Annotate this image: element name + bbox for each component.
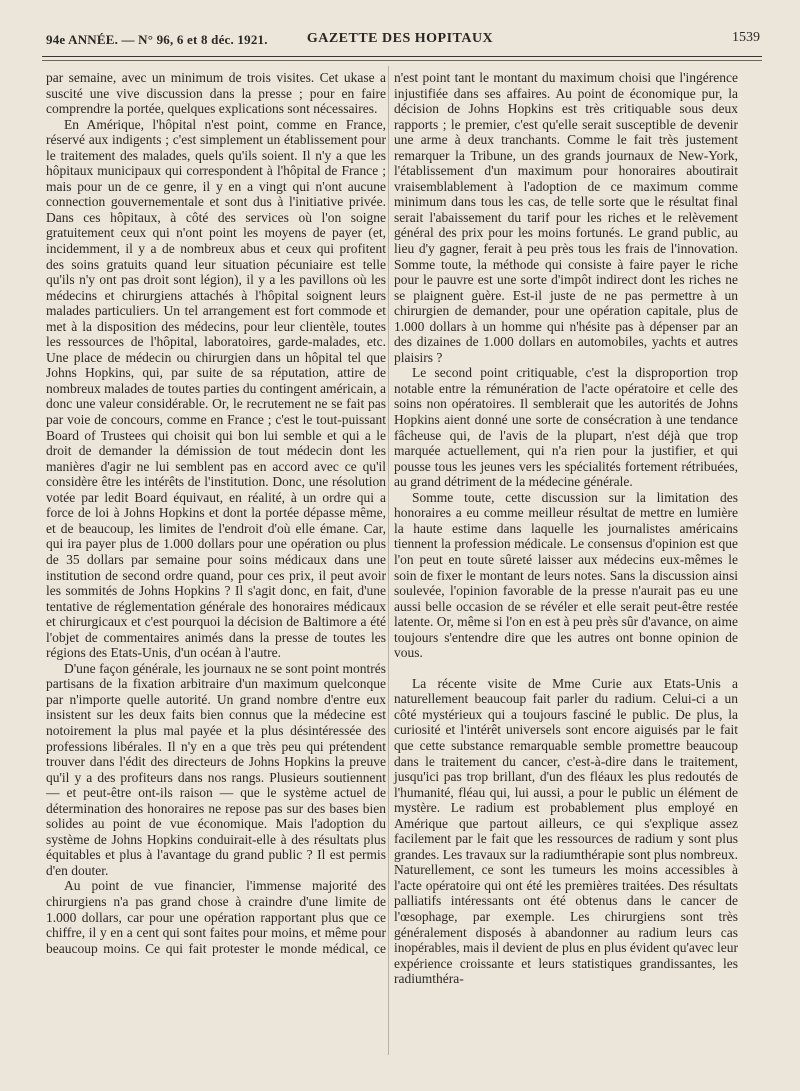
header-rule-thin bbox=[42, 60, 762, 61]
paragraph: En Amérique, l'hôpital n'est point, comme en France, réservé aux indigents ; c'est simplement un établissement pour le traitement des malades, quels qu'ils soient. Il n'y a que les hôpitaux municipaux qui correspondent à l'hôpital de France ; mais pour un de ce genre, il y en a vingt qui n'ont aucune connection gouvernementale et sont dus à l'initiative privée. Dans ces hôpitaux, à côté des services où l'on soigne gratuitement ceux qui n'ont point les moyens de payer (et, incidemment, il y a de nombreux abus et ceux qui profitent des soins gratuits quand leur situation pécuniaire est telle qu'ils n'y ont pas droit sont légion), il y a les pavillons où les médecins et chirurgiens attachés à l'hôpital soignent leurs malades particuliers. Un tel arrangement est fort commode et met à la disposition des médecins, pour leur clientèle, toutes les ressources de l'hôpital, laboratoires, garde-malades, etc. Une place de médecin ou chirurgien dans un hôpital tel que Johns Hopkins, qui, par suite de sa réputation, attire de nombreux malades de toutes parties du contingent américain, a donc une valeur considérable. Or, le recrutement ne se fait pas par voie de concours, comme en France ; c'est le tout-puissant Board of Trustees qui choisit qui bon lui semble et qui a le droit de demander la démission de tout médecin dont les manières d'agir ne lui semblent pas en accord avec ce qu'il considère être les intérêts de l'institution. Donc, une résolution votée par ledit Board équivaut, en réalité, à un ordre qui a force de loi à Johns Hopkins et dont la portée dépasse même, et de beaucoup, les limites de l'endroit d'où elle émane. Car, qui ira payer plus de 1.000 dollars pour une opération ou plus de 35 dollars par semaine pour soins médicaux dans une institution de second ordre quand, pour ces prix, il peut avoir les sommités de Johns Hopkins ? Il s'agit donc, en fait, d'une tentative de réglementation générale des honoraires médicaux et chirurgicaux et c'est pourquoi la décision de Baltimore a été l'objet de commentaires animés dans la presse de toutes les régions des Etats-Unis, d'un océan à l'autre. bbox=[46, 116, 387, 661]
page-header bbox=[40, 26, 760, 52]
paragraph: La récente visite de Mme Curie aux Etats-Unis a naturellement beaucoup fait parler du radium. Celui-ci a un côté mystérieux qui a toujours fasciné le public. De plus, la curiosité et l'intérêt universels sont encore aiguisés par le fait que cette substance remarquable semble promettre beaucoup dans le traitement du cancer, c'est-à-dire dans le traitement, jusqu'ici pas trop brillant, d'un des fléaux les plus redoutés de l'humanité, fléau qui, lui aussi, a pour le public un élément de mystère. Le radium est probablement plus employé en Amérique que partout ailleurs, ce qui s'explique assez facilement par le fait que les ressources de radium y sont plus grandes. Les travaux sur la radiumthérapie sont plus nombreux. Naturellement, ce sont les tumeurs les moins accessibles à l'acte opératoire qui ont été les premières traitées. Des résultats palliatifs intéressants ont été obtenus dans le cancer de l'œsophage, par exemple. Les chirurgiens sont très généralement disposés à abandonner au radium leurs cas inopérables, mais il devient de plus en plus évident qu'avec leur expérience croissante et leurs statistiques grandissantes, les radiumthéra- bbox=[394, 675, 738, 987]
paragraph: Au point de vue financier, l'immense majorité des chirurgiens n'a pas grand chose à craindre d'une limite de 1.000 dollars, car pour une opération rapportant plus que ce chiffre, il y en a cent qui sont faites pour moins, et même pour beaucoup moins. Ce qui fait protester le monde médical, ce bbox=[46, 878, 386, 956]
page-number: 1539 bbox=[732, 30, 760, 45]
paragraph: D'une façon générale, les journaux ne se sont point montrés partisans de la fixation arbitraire d'un maximum quelconque par n'importe quelle autorité. Un grand nombre d'entre eux insistent sur les deux faits bien connus que la médecine est notoirement la plus mal payée et la plus désintéressée des professions libérales. Il n'y en a que très peu qui prétendent trouver dans l'édit des directeurs de Johns Hopkins la preuve qu'il y a des profiteurs dans nos rangs. Plusieurs soutiennent — et peut-être ont-ils raison — que le système actuel de détermination des honoraires ne repose pas sur des bases bien solides au point de vue économique. Mais l'adoption du système de Johns Hopkins conduirait-elle à des résultats plus équitables et plus à l'avantage du grand public ? Il est permis d'en douter. bbox=[46, 660, 386, 878]
paragraph: par semaine, avec un minimum de trois visites. Cet ukase a suscité une vive discussion dans la presse ; pour en faire comprendre la portée, quelques explications sont nécessaires. bbox=[46, 70, 386, 117]
issue-info: 94e ANNÉE. — N° 96, 6 et 8 déc. 1921. bbox=[46, 32, 268, 47]
header-rule bbox=[42, 56, 762, 57]
right-column bbox=[394, 70, 738, 987]
publication-title: GAZETTE DES HOPITAUX bbox=[306, 31, 494, 46]
left-column bbox=[46, 70, 386, 956]
paragraph: Somme toute, cette discussion sur la limitation des honoraires a eu comme meilleur résultat de mettre en lumière la haute estime dans laquelle les journalistes américains tiennent la profession médicale. Le consensus d'opinion est que l'on peut en toute sûreté laisser aux médecins eux-mêmes le soin de fixer le montant de leurs notes. Sans la discussion ainsi soulevée, l'opinion favorable de la presse n'aurait pas eu une aussi belle occasion de se révéler et elle serait peut-être restée latente. Or, même si l'on en est à peu près sûr d'avance, on aime toujours s'entendre dire que les autres ont bonne opinion de vous. bbox=[394, 489, 738, 661]
paragraph: Le second point critiquable, c'est la disproportion trop notable entre la rémunération de l'acte opératoire et celle des soins non opératoires. Il semblerait que les autorités de Johns Hopkins aient donné une sorte de consécration à une tendance fâcheuse qui, de l'avis de la plupart, n'est déjà que trop marquée actuellement, qui n'a rien pour la justifier, et qui pousse tous les jeunes vers les spécialités fortement rétribuées, au grand détriment de la médecine générale. bbox=[394, 365, 738, 490]
column-divider bbox=[388, 66, 389, 1055]
paragraph: n'est point tant le montant du maximum choisi que l'ingérence injustifiée dans ses affaires. Au point de économique pur, la décision de Johns Hopkins est très critiquable sous deux rapports ; le premier, c'est qu'elle serait susceptible de devenir une arme à deux tranchants. Comme le fait très justement remarquer la Tribune, un des grands journaux de New-York, l'établissement d'un maximum pour honoraires aboutirait vraisemblablement à l'adoption de ce maximum comme minimum dans tous les cas, de telle sorte que le résultat final serait l'abaissement du tarif pour les riches et le relèvement général des prix pour les moins fortunés. Le grand public, au lieu d'y gagner, ferait à peu près tous les frais de l'innovation. Somme toute, la méthode qui consiste à faire payer le riche pour le pauvre est une sorte d'impôt indirect dont les riches ne se plaignent guère. Est-il juste de ne pas permettre à un chirurgien de demander, pour une opération capitale, plus de 1.000 dollars à un homme qui n'hésite pas à dépenser par an des dizaines de 1.000 dollars en automobiles, yachts et autres plaisirs ? bbox=[394, 70, 738, 365]
